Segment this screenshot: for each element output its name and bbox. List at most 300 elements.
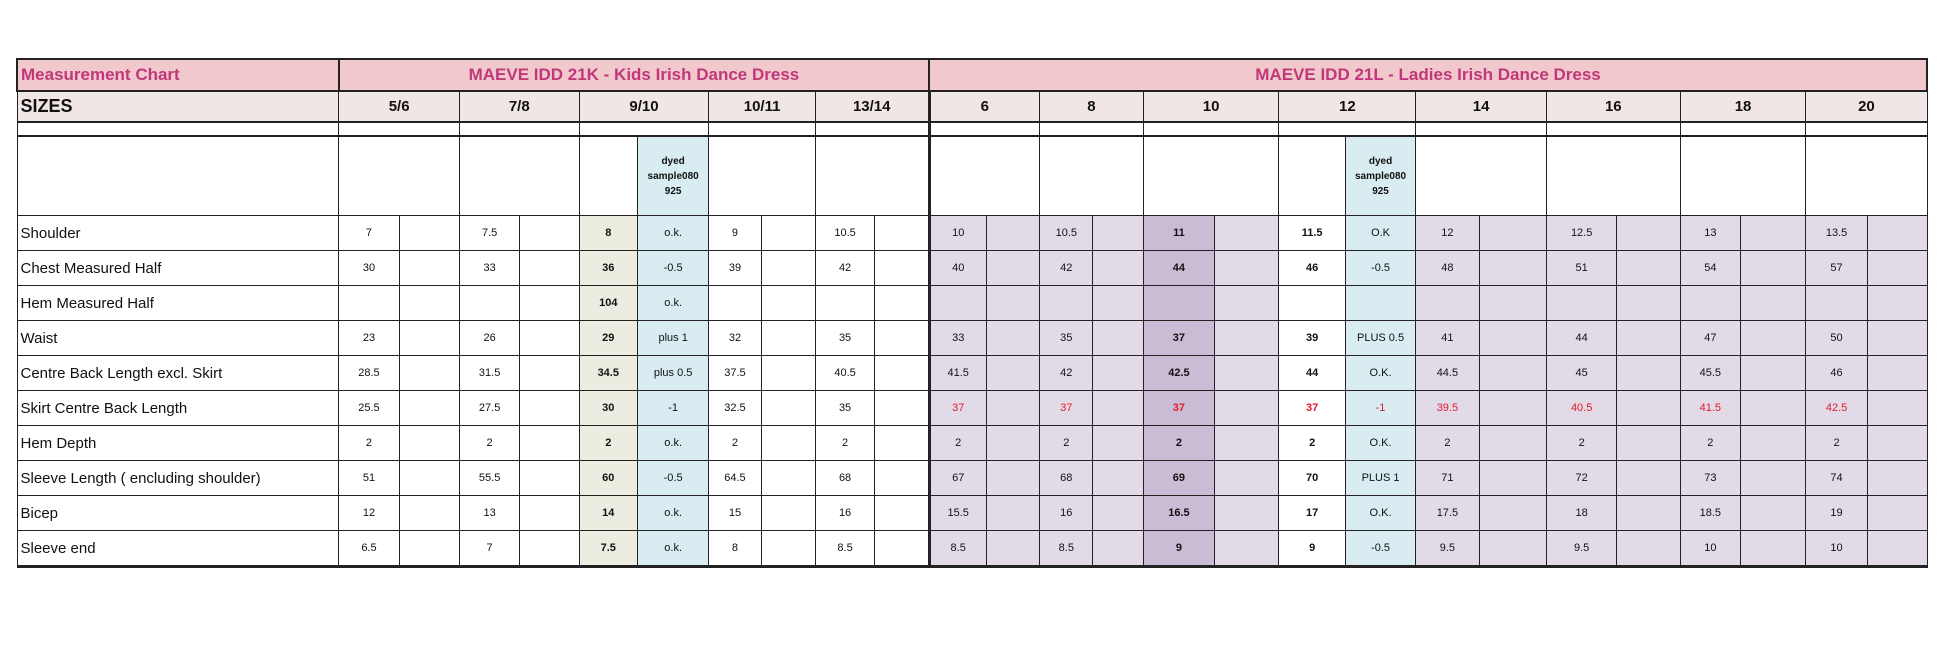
measurement-value: 2 [579, 426, 637, 461]
blank-cell [1680, 136, 1806, 216]
blank-cell [579, 136, 637, 216]
size-header: 12 [1279, 91, 1416, 122]
measurement-value: 36 [579, 251, 637, 286]
empty-cell [1867, 391, 1927, 426]
empty-cell [761, 391, 815, 426]
measurement-value: 17 [1279, 496, 1345, 531]
empty-cell [520, 496, 579, 531]
measurement-value: 40.5 [1546, 391, 1616, 426]
blank-cell [339, 122, 460, 136]
measurement-value: 71 [1416, 461, 1479, 496]
measurement-value: 2 [709, 426, 761, 461]
empty-cell [1215, 216, 1279, 251]
measurement-value: 9 [709, 216, 761, 251]
measurement-value: 2 [815, 426, 874, 461]
measurement-label: Centre Back Length excl. Skirt [17, 356, 339, 391]
empty-cell [520, 426, 579, 461]
measurement-value: 44 [1279, 356, 1345, 391]
measurement-value: 30 [579, 391, 637, 426]
size-header: 7/8 [459, 91, 579, 122]
empty-cell [875, 286, 929, 321]
sample-note: PLUS 0.5 [1345, 321, 1415, 356]
empty-cell [399, 426, 459, 461]
measurement-value: 54 [1680, 251, 1740, 286]
empty-cell [875, 461, 929, 496]
blank-cell [929, 122, 1040, 136]
measurement-value: 37 [929, 391, 986, 426]
measurement-value: 2 [1680, 426, 1740, 461]
sample-note: -0.5 [637, 251, 708, 286]
sizes-row [17, 91, 1927, 122]
measurement-value: 55.5 [459, 461, 519, 496]
measurement-row [17, 531, 1927, 567]
empty-cell [1215, 496, 1279, 531]
empty-cell [1867, 426, 1927, 461]
size-header: 8 [1040, 91, 1144, 122]
measurement-value: 39 [709, 251, 761, 286]
sample-note: O.K. [1345, 426, 1415, 461]
dyed-sample-note: dyed sample080 925 [637, 136, 708, 216]
measurement-row [17, 251, 1927, 286]
dyed-sample-note: dyed sample080 925 [1345, 136, 1415, 216]
empty-cell [875, 531, 929, 567]
size-header: 18 [1680, 91, 1806, 122]
measurement-value: 14 [579, 496, 637, 531]
measurement-value: 15 [709, 496, 761, 531]
measurement-label: Skirt Centre Back Length [17, 391, 339, 426]
measurement-value: 2 [459, 426, 519, 461]
measurement-value: 68 [815, 461, 874, 496]
empty-cell [1617, 321, 1680, 356]
blank-cell [709, 122, 816, 136]
measurement-value: 13 [1680, 216, 1740, 251]
size-header: 10/11 [709, 91, 816, 122]
empty-cell [399, 286, 459, 321]
measurement-value: 39 [1279, 321, 1345, 356]
empty-cell [1479, 461, 1546, 496]
measurement-value: 27.5 [459, 391, 519, 426]
measurement-value: 30 [339, 251, 399, 286]
empty-cell [520, 216, 579, 251]
spacer-row [17, 122, 1927, 136]
empty-cell [1617, 531, 1680, 567]
empty-cell [1741, 391, 1806, 426]
measurement-value: 7.5 [579, 531, 637, 567]
blank-cell [1416, 122, 1547, 136]
empty-cell [1867, 461, 1927, 496]
empty-cell [520, 321, 579, 356]
empty-cell [1479, 496, 1546, 531]
measurement-row [17, 216, 1927, 251]
sample-note: O.K. [1345, 356, 1415, 391]
measurement-value: 35 [1040, 321, 1093, 356]
empty-cell [399, 321, 459, 356]
empty-cell [520, 531, 579, 567]
size-header: 6 [929, 91, 1040, 122]
measurement-value: 45 [1546, 356, 1616, 391]
sample-note: -0.5 [637, 461, 708, 496]
measurement-value: 48 [1416, 251, 1479, 286]
empty-cell [1867, 531, 1927, 567]
empty-cell [520, 251, 579, 286]
measurement-value: 41 [1416, 321, 1479, 356]
measurement-value: 13 [459, 496, 519, 531]
blank-cell [1806, 136, 1927, 216]
blank-cell [1546, 122, 1680, 136]
empty-cell [1215, 356, 1279, 391]
empty-cell [875, 321, 929, 356]
empty-cell [1741, 216, 1806, 251]
measurement-label: Hem Depth [17, 426, 339, 461]
empty-cell [1093, 461, 1143, 496]
empty-cell [1617, 426, 1680, 461]
empty-cell [986, 321, 1039, 356]
empty-cell [1093, 286, 1143, 321]
size-header: 5/6 [339, 91, 460, 122]
empty-cell [761, 531, 815, 567]
empty-cell [1479, 251, 1546, 286]
sample-note [1345, 286, 1415, 321]
blank-cell [815, 122, 929, 136]
measurement-value: 10.5 [1040, 216, 1093, 251]
empty-cell [1867, 321, 1927, 356]
note-row [17, 136, 1927, 216]
measurement-value: 33 [459, 251, 519, 286]
blank-cell [1040, 136, 1144, 216]
measurement-label: Hem Measured Half [17, 286, 339, 321]
sample-note: O.K. [1345, 496, 1415, 531]
empty-cell [399, 216, 459, 251]
sample-note: -1 [1345, 391, 1415, 426]
size-header: 16 [1546, 91, 1680, 122]
empty-cell [761, 461, 815, 496]
empty-cell [1093, 251, 1143, 286]
sample-note: o.k. [637, 426, 708, 461]
measurement-label: Waist [17, 321, 339, 356]
empty-cell [1479, 356, 1546, 391]
ladies-dress-title: MAEVE IDD 21L - Ladies Irish Dance Dress [929, 59, 1927, 91]
measurement-value: 16 [1040, 496, 1093, 531]
blank-cell [17, 136, 339, 216]
sample-note: -0.5 [1345, 531, 1415, 567]
blank-cell [709, 136, 816, 216]
blank-cell [459, 122, 579, 136]
measurement-value: 25.5 [339, 391, 399, 426]
sample-note: -0.5 [1345, 251, 1415, 286]
measurement-value: 9.5 [1546, 531, 1616, 567]
kids-dress-title: MAEVE IDD 21K - Kids Irish Dance Dress [339, 59, 929, 91]
empty-cell [875, 496, 929, 531]
measurement-value: 11 [1143, 216, 1214, 251]
measurement-row [17, 496, 1927, 531]
sample-note: plus 1 [637, 321, 708, 356]
empty-cell [875, 216, 929, 251]
measurement-value: 44 [1143, 251, 1214, 286]
measurement-value: 8.5 [1040, 531, 1093, 567]
empty-cell [1479, 286, 1546, 321]
empty-cell [1867, 216, 1927, 251]
empty-cell [1093, 321, 1143, 356]
measurement-value [459, 286, 519, 321]
empty-cell [520, 356, 579, 391]
empty-cell [1617, 286, 1680, 321]
empty-cell [986, 286, 1039, 321]
empty-cell [520, 286, 579, 321]
empty-cell [1741, 356, 1806, 391]
measurement-value: 2 [1143, 426, 1214, 461]
measurement-row [17, 321, 1927, 356]
measurement-value [929, 286, 986, 321]
measurement-value: 50 [1806, 321, 1867, 356]
measurement-value [1680, 286, 1740, 321]
measurement-value: 8 [579, 216, 637, 251]
empty-cell [1215, 426, 1279, 461]
measurement-value: 42 [815, 251, 874, 286]
blank-cell [1143, 136, 1279, 216]
measurement-value: 35 [815, 321, 874, 356]
measurement-value: 26 [459, 321, 519, 356]
sample-note: PLUS 1 [1345, 461, 1415, 496]
measurement-row [17, 356, 1927, 391]
blank-cell [339, 136, 460, 216]
empty-cell [1741, 321, 1806, 356]
measurement-row [17, 286, 1927, 321]
sample-note: -1 [637, 391, 708, 426]
empty-cell [986, 356, 1039, 391]
measurement-value: 11.5 [1279, 216, 1345, 251]
measurement-label: Sleeve Length ( encluding shoulder) [17, 461, 339, 496]
size-header: 20 [1806, 91, 1927, 122]
measurement-value: 45.5 [1680, 356, 1740, 391]
sample-note: plus 0.5 [637, 356, 708, 391]
measurement-value: 10.5 [815, 216, 874, 251]
measurement-value: 28.5 [339, 356, 399, 391]
empty-cell [761, 356, 815, 391]
blank-cell [1546, 136, 1680, 216]
blank-cell [459, 136, 579, 216]
measurement-label: Sleeve end [17, 531, 339, 567]
measurement-value: 12.5 [1546, 216, 1616, 251]
measurement-value: 37.5 [709, 356, 761, 391]
size-header: 14 [1416, 91, 1547, 122]
measurement-value [1143, 286, 1214, 321]
measurement-value: 73 [1680, 461, 1740, 496]
empty-cell [986, 496, 1039, 531]
measurement-value [815, 286, 874, 321]
empty-cell [1093, 356, 1143, 391]
sample-note: o.k. [637, 216, 708, 251]
empty-cell [1617, 496, 1680, 531]
empty-cell [1617, 391, 1680, 426]
empty-cell [1215, 531, 1279, 567]
empty-cell [399, 496, 459, 531]
blank-cell [579, 122, 709, 136]
measurement-value: 32.5 [709, 391, 761, 426]
measurement-value: 44 [1546, 321, 1616, 356]
empty-cell [1093, 496, 1143, 531]
measurement-value: 18.5 [1680, 496, 1740, 531]
empty-cell [875, 426, 929, 461]
measurement-chart [16, 58, 1928, 580]
measurement-label: Chest Measured Half [17, 251, 339, 286]
measurement-value: 16 [815, 496, 874, 531]
measurement-value [1279, 286, 1345, 321]
measurement-value: 34.5 [579, 356, 637, 391]
measurement-value: 13.5 [1806, 216, 1867, 251]
empty-cell [986, 391, 1039, 426]
size-header: 9/10 [579, 91, 709, 122]
measurement-value: 57 [1806, 251, 1867, 286]
empty-cell [761, 496, 815, 531]
measurement-value [1416, 286, 1479, 321]
sample-note: O.K [1345, 216, 1415, 251]
measurement-value: 15.5 [929, 496, 986, 531]
measurement-value: 67 [929, 461, 986, 496]
measurement-value: 2 [1279, 426, 1345, 461]
measurement-value: 2 [1546, 426, 1616, 461]
empty-cell [875, 391, 929, 426]
empty-cell [399, 391, 459, 426]
empty-cell [1215, 391, 1279, 426]
blank-cell [1416, 136, 1547, 216]
empty-cell [1617, 356, 1680, 391]
measurement-value: 41.5 [929, 356, 986, 391]
empty-cell [520, 391, 579, 426]
empty-cell [761, 321, 815, 356]
measurement-value: 2 [1806, 426, 1867, 461]
measurement-value: 10 [1806, 531, 1867, 567]
blank-cell [1806, 122, 1927, 136]
measurement-value: 68 [1040, 461, 1093, 496]
measurement-value: 72 [1546, 461, 1616, 496]
empty-cell [1093, 531, 1143, 567]
measurement-value: 8 [709, 531, 761, 567]
measurement-value: 40.5 [815, 356, 874, 391]
measurement-value: 2 [339, 426, 399, 461]
size-header: 10 [1143, 91, 1279, 122]
measurement-value: 2 [1040, 426, 1093, 461]
empty-cell [1617, 461, 1680, 496]
measurement-value: 64.5 [709, 461, 761, 496]
sample-note: o.k. [637, 531, 708, 567]
empty-cell [986, 426, 1039, 461]
measurement-row [17, 426, 1927, 461]
empty-cell [1479, 391, 1546, 426]
blank-cell [1143, 122, 1279, 136]
measurement-value: 41.5 [1680, 391, 1740, 426]
empty-cell [1093, 426, 1143, 461]
blank-cell [815, 136, 929, 216]
empty-cell [1741, 496, 1806, 531]
measurement-value: 42.5 [1143, 356, 1214, 391]
empty-cell [1479, 531, 1546, 567]
empty-cell [1741, 426, 1806, 461]
chart-title: Measurement Chart [17, 59, 339, 91]
empty-cell [1479, 426, 1546, 461]
empty-cell [520, 461, 579, 496]
sizes-label: SIZES [17, 91, 339, 122]
empty-cell [986, 216, 1039, 251]
empty-cell [1741, 461, 1806, 496]
blank-cell [1680, 122, 1806, 136]
empty-cell [1617, 251, 1680, 286]
measurement-value: 39.5 [1416, 391, 1479, 426]
measurement-value: 6.5 [339, 531, 399, 567]
measurement-value: 9 [1143, 531, 1214, 567]
measurement-value: 44.5 [1416, 356, 1479, 391]
measurement-value: 60 [579, 461, 637, 496]
measurement-value: 42 [1040, 251, 1093, 286]
size-header: 13/14 [815, 91, 929, 122]
blank-cell [1040, 122, 1144, 136]
measurement-label: Bicep [17, 496, 339, 531]
empty-cell [1479, 216, 1546, 251]
measurement-value: 18 [1546, 496, 1616, 531]
measurement-value: 42.5 [1806, 391, 1867, 426]
empty-cell [399, 531, 459, 567]
measurement-value: 10 [929, 216, 986, 251]
blank-cell [1279, 122, 1416, 136]
empty-cell [1093, 216, 1143, 251]
empty-cell [399, 461, 459, 496]
empty-cell [986, 251, 1039, 286]
measurement-label: Shoulder [17, 216, 339, 251]
measurement-value: 8.5 [929, 531, 986, 567]
measurement-value [1546, 286, 1616, 321]
empty-cell [875, 251, 929, 286]
measurement-value: 42 [1040, 356, 1093, 391]
sample-note: o.k. [637, 496, 708, 531]
blank-cell [1279, 136, 1345, 216]
measurement-value: 2 [929, 426, 986, 461]
empty-cell [1215, 286, 1279, 321]
measurement-value: 7.5 [459, 216, 519, 251]
measurement-value [339, 286, 399, 321]
measurement-value: 17.5 [1416, 496, 1479, 531]
measurement-value: 37 [1143, 321, 1214, 356]
measurement-value: 51 [1546, 251, 1616, 286]
measurement-value [1806, 286, 1867, 321]
measurement-value: 104 [579, 286, 637, 321]
measurement-value [1040, 286, 1093, 321]
measurement-value: 69 [1143, 461, 1214, 496]
empty-cell [986, 531, 1039, 567]
empty-cell [1215, 251, 1279, 286]
measurement-value: 2 [1416, 426, 1479, 461]
measurement-value: 23 [339, 321, 399, 356]
measurement-value: 19 [1806, 496, 1867, 531]
measurement-table [16, 58, 1928, 568]
empty-cell [761, 426, 815, 461]
measurement-value: 37 [1143, 391, 1214, 426]
empty-cell [1215, 461, 1279, 496]
measurement-value: 9 [1279, 531, 1345, 567]
measurement-value: 31.5 [459, 356, 519, 391]
empty-cell [1867, 496, 1927, 531]
sample-note: o.k. [637, 286, 708, 321]
measurement-value: 12 [339, 496, 399, 531]
empty-cell [875, 356, 929, 391]
empty-cell [399, 251, 459, 286]
empty-cell [761, 216, 815, 251]
measurement-value: 37 [1279, 391, 1345, 426]
blank-cell [17, 122, 339, 136]
measurement-value: 10 [1680, 531, 1740, 567]
measurement-value: 51 [339, 461, 399, 496]
measurement-value: 12 [1416, 216, 1479, 251]
empty-cell [1867, 286, 1927, 321]
measurement-value: 46 [1279, 251, 1345, 286]
